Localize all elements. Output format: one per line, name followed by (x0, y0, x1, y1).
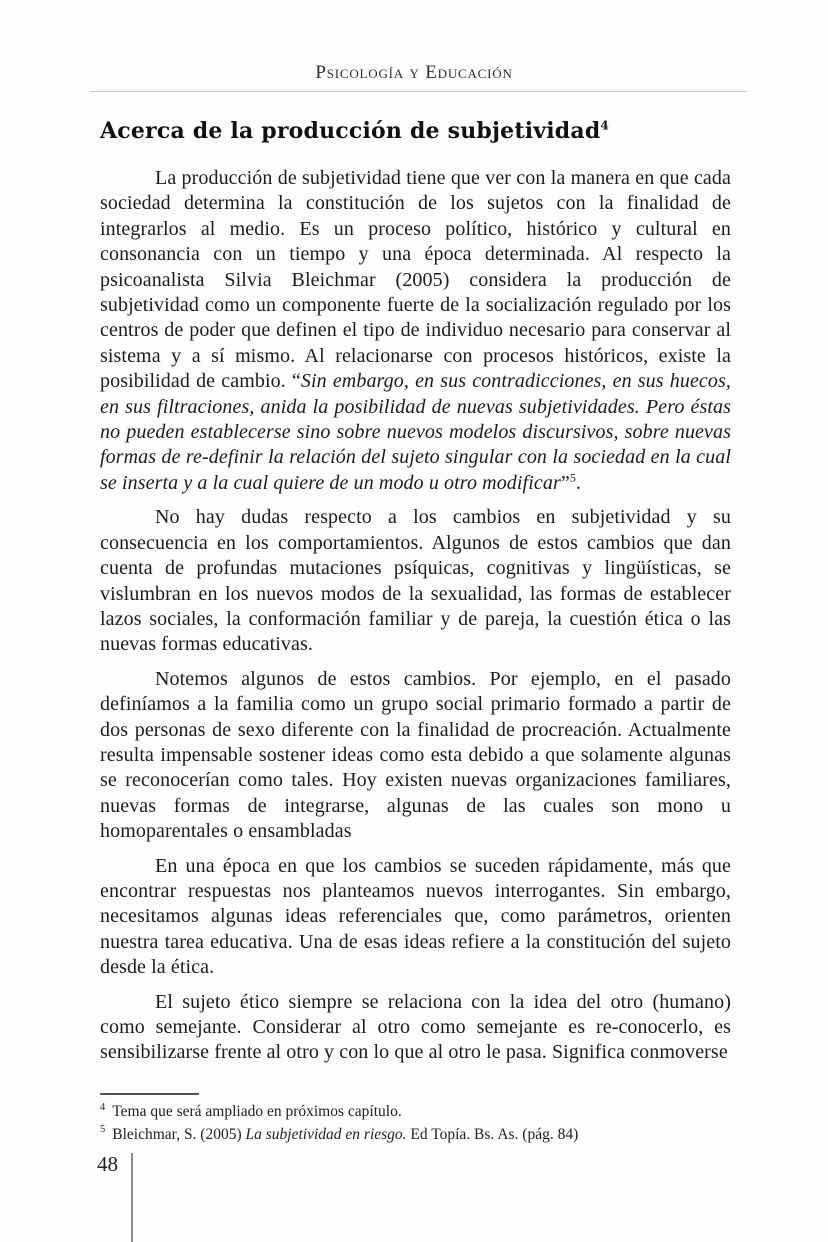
paragraph (100, 990, 731, 1066)
text-segment: En una época en que los cambios se suceden rápidamente, más que encontrar respuestas nos planteamos nuevos interrogantes. Sin embargo, necesitamos algunas ideas referenciales que, como parámetros, orienten nuestra tarea educativa. Una de esas ideas refiere a la constitución del sujeto desde la ética. (100, 854, 731, 979)
text-segment: Sin embargo, en sus contradicciones, en sus huecos, en sus filtraciones, anida la posibilidad de nuevas subjetividades. Pero éstas no pueden establecerse sino sobre nuevos modelos discursivos, sobre nuevas formas de re-definir la relación del sujeto singular con la sociedad en la cual se inserta y a la cual quiere de un modo u otro modificar (100, 370, 731, 494)
footnote (100, 1101, 731, 1124)
text-segment: La subjetividad en riesgo. (245, 1125, 407, 1143)
paragraph (100, 854, 731, 981)
body-text (100, 166, 731, 1075)
footer-vertical-rule (131, 1153, 133, 1242)
heading-footnote-ref: 4 (600, 118, 609, 133)
text-segment: La producción de subjetividad tiene que ver con la manera en que cada sociedad determina la constitución de los sujetos con la finalidad de integrarlos al medio. Es un proceso político, histórico y cultural en consonancia con un tiempo y una época determinada. Al respecto la psicoanalista Silvia Bleichmar (2005) considera la producción de subjetividad como un componente fuerte de la socialización regulado por los centros de poder que definen el tipo de individuo necesario para conservar al sistema y a sí mismo. Al relacionarse con procesos históricos, existe la posibilidad de cambio. “ (100, 167, 731, 393)
footnote-text (112, 1126, 578, 1143)
running-header-title: Psicología y Educación (315, 62, 513, 83)
footnote (100, 1124, 731, 1147)
footnote-marker: 4 (100, 1101, 106, 1113)
text-segment: Tema que será ampliado en próximos capítulo. (112, 1103, 402, 1120)
text-segment: El sujeto ético siempre se relaciona con la idea del otro (humano) como semejante. Considerar al otro como semejante es re-conocerlo, es sensibilizarse frente al otro y con lo que al otro le pasa. Significa conmoverse (100, 990, 731, 1064)
header-rule (90, 91, 746, 92)
footnote-marker: 5 (100, 1124, 106, 1136)
section-heading-text: Acerca de la producción de subjetividad (100, 118, 601, 144)
paragraph (100, 667, 731, 845)
paragraph (100, 166, 731, 496)
page-number: 48 (97, 1152, 118, 1176)
footnote-ref: 5 (569, 470, 576, 485)
footnote-rule (100, 1093, 199, 1095)
text-segment: ” (560, 471, 570, 494)
footnotes (100, 1101, 731, 1146)
section-heading (100, 118, 609, 144)
text-segment: . (575, 471, 582, 494)
text-segment: Bleichmar, S. (2005) (112, 1125, 246, 1143)
paragraph (100, 505, 731, 657)
text-segment: Notemos algunos de estos cambios. Por ejemplo, en el pasado definíamos a la familia como un grupo social primario formado a partir de dos personas de sexo diferente con la finalidad de procreación. Actualmente resulta impensable sostener ideas como esta debido a que solamente algunas se reconocerían como tales. Hoy existen nuevas organizaciones familiares, nuevas formas de integrarse, algunas de las cuales son mono u homoparentales o ensambladas (100, 667, 731, 843)
text-segment: Ed Topía. Bs. As. (pág. 84) (406, 1125, 579, 1143)
footnote-text (112, 1103, 401, 1120)
text-segment: No hay dudas respecto a los cambios en subjetividad y su consecuencia en los comportamientos. Algunos de estos cambios que dan cuenta de profundas mutaciones psíquicas, cognitivas y lingüísticas, se vislumbran en los nuevos modos de la sexualidad, las formas de establecer lazos sociales, la conformación familiar y de pareja, la cuestión ética o las nuevas formas educativas. (100, 506, 731, 656)
